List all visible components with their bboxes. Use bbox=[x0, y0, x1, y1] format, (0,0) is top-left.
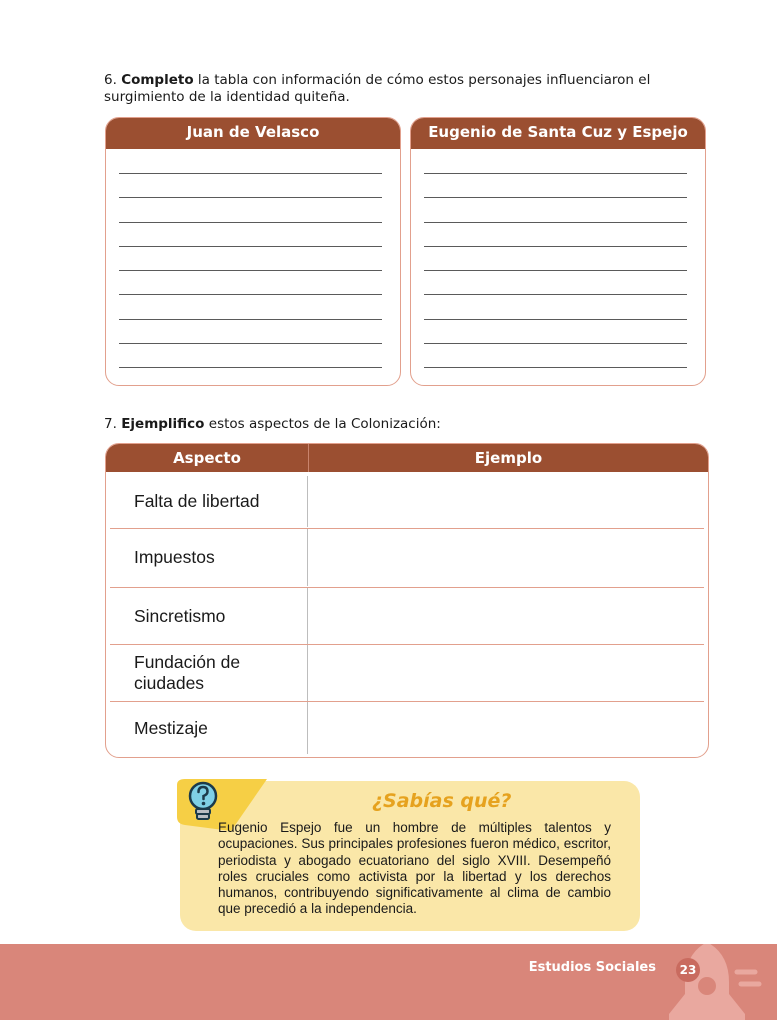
bottom-margin bbox=[0, 1020, 777, 1024]
writing-line[interactable] bbox=[424, 367, 687, 368]
writing-line[interactable] bbox=[119, 270, 382, 271]
writing-line[interactable] bbox=[119, 246, 382, 247]
table-row bbox=[106, 529, 708, 586]
eugenio-espejo-box bbox=[410, 117, 706, 386]
question-7-number: 7. bbox=[104, 416, 117, 432]
colonization-table bbox=[105, 443, 709, 758]
footer-subject: Estudios Sociales bbox=[528, 960, 656, 975]
callout-title: ¿Sabías qué? bbox=[372, 790, 512, 812]
writing-line[interactable] bbox=[119, 173, 382, 174]
header-ejemplo: Ejemplo bbox=[474, 449, 543, 467]
eugenio-espejo-header: Eugenio de Santa Cuz y Espejo bbox=[411, 118, 705, 149]
example-cell[interactable] bbox=[308, 588, 708, 644]
writing-line[interactable] bbox=[424, 222, 687, 223]
writing-line[interactable] bbox=[424, 246, 687, 247]
table-body bbox=[106, 472, 708, 757]
juan-de-velasco-writing-lines[interactable] bbox=[119, 173, 382, 386]
writing-line[interactable] bbox=[424, 343, 687, 344]
writing-line[interactable] bbox=[119, 222, 382, 223]
aspect-cell: Fundación de ciudades bbox=[106, 645, 308, 701]
juan-de-velasco-box bbox=[105, 117, 401, 386]
table-header bbox=[106, 444, 708, 472]
writing-line[interactable] bbox=[424, 197, 687, 198]
writing-line[interactable] bbox=[119, 319, 382, 320]
aspect-cell: Mestizaje bbox=[106, 702, 308, 754]
writing-line[interactable] bbox=[424, 319, 687, 320]
writing-line[interactable] bbox=[119, 197, 382, 198]
table-row bbox=[106, 702, 708, 754]
example-cell[interactable] bbox=[308, 645, 708, 701]
writing-line[interactable] bbox=[424, 294, 687, 295]
aspect-cell: Impuestos bbox=[106, 529, 308, 586]
question-6-number: 6. bbox=[104, 72, 117, 88]
question-7 bbox=[104, 416, 441, 433]
question-6 bbox=[104, 72, 714, 106]
juan-de-velasco-header: Juan de Velasco bbox=[106, 118, 400, 149]
table-row bbox=[106, 645, 708, 701]
question-6-verb: Completo bbox=[121, 72, 194, 88]
writing-line[interactable] bbox=[119, 294, 382, 295]
eugenio-espejo-writing-lines[interactable] bbox=[424, 173, 687, 386]
writing-line[interactable] bbox=[119, 367, 382, 368]
aspect-cell: Sincretismo bbox=[106, 588, 308, 644]
writing-line[interactable] bbox=[424, 270, 687, 271]
writing-line[interactable] bbox=[424, 173, 687, 174]
table-row bbox=[106, 588, 708, 644]
question-7-text: estos aspectos de la Colonización: bbox=[204, 416, 441, 432]
table-row bbox=[106, 476, 708, 527]
header-aspecto: Aspecto bbox=[106, 444, 309, 472]
lightbulb-question-icon bbox=[185, 780, 221, 824]
example-cell[interactable] bbox=[308, 529, 708, 586]
page-footer bbox=[0, 944, 777, 1020]
question-7-verb: Ejemplifico bbox=[121, 416, 205, 432]
writing-line[interactable] bbox=[119, 343, 382, 344]
page-number: 23 bbox=[676, 958, 700, 982]
question-6-text: la tabla con información de cómo estos personajes influenciaron el surgimiento de la identidad quiteña. bbox=[104, 72, 651, 105]
example-cell[interactable] bbox=[308, 702, 708, 754]
example-cell[interactable] bbox=[308, 476, 708, 527]
callout-body: Eugenio Espejo fue un hombre de múltiples talentos y ocupaciones. Sus principales profesiones fueron médico, escritor, periodista y abogado ecuatoriano del siglo XVIII. Desempeñó roles cruciales como activista por la libertad y los derechos humanos, contribuyendo significativamente al clima de cambio que precedió a la independencia. bbox=[218, 820, 611, 917]
rocket-icon bbox=[655, 944, 765, 1020]
aspect-cell: Falta de libertad bbox=[106, 476, 308, 527]
